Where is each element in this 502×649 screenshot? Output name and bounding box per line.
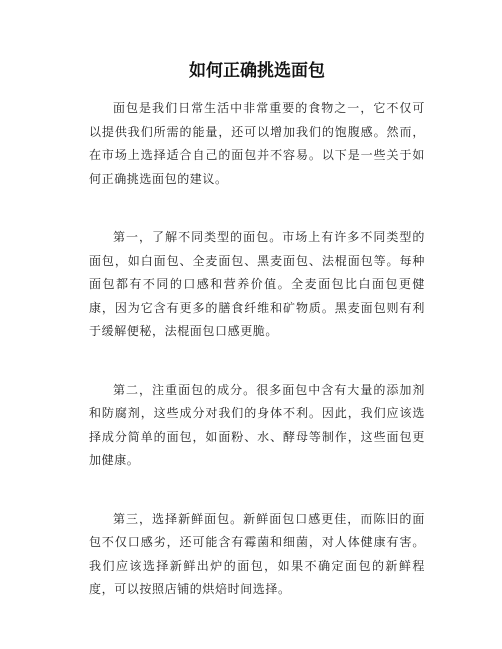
- paragraph-intro: 面包是我们日常生活中非常重要的食物之一，它不仅可以提供我们所需的能量，还可以增加我们的饱腹感。然而，在市场上选择适合自己的面包并不容易。以下是一些关于如何正确挑选面包的建议。: [89, 101, 425, 186]
- document-title: 如何正确挑选面包: [189, 61, 325, 81]
- paragraph-freshness: 第三，选择新鲜面包。新鲜面包口感更佳，而陈旧的面包不仅口感劣，还可能含有霉菌和细菌，对人体健康有害。我们应该选择新鲜出炉的面包，如果不确定面包的新鲜程度，可以按照店铺的烘焙时间选择。: [89, 511, 425, 596]
- paragraph-types: 第一，了解不同类型的面包。市场上有许多不同类型的面包，如白面包、全麦面包、黑麦面包、法棍面包等。每种面包都有不同的口感和营养价值。全麦面包比白面包更健康，因为它含有更多的膳食纤维和矿物质。黑麦面包则有利于缓解便秘，法棍面包口感更脆。: [89, 230, 425, 338]
- paragraph-ingredients: 第二，注重面包的成分。很多面包中含有大量的添加剂和防腐剂，这些成分对我们的身体不利。因此，我们应该选择成分简单的面包，如面粉、水、酵母等制作，这些面包更加健康。: [89, 382, 425, 467]
